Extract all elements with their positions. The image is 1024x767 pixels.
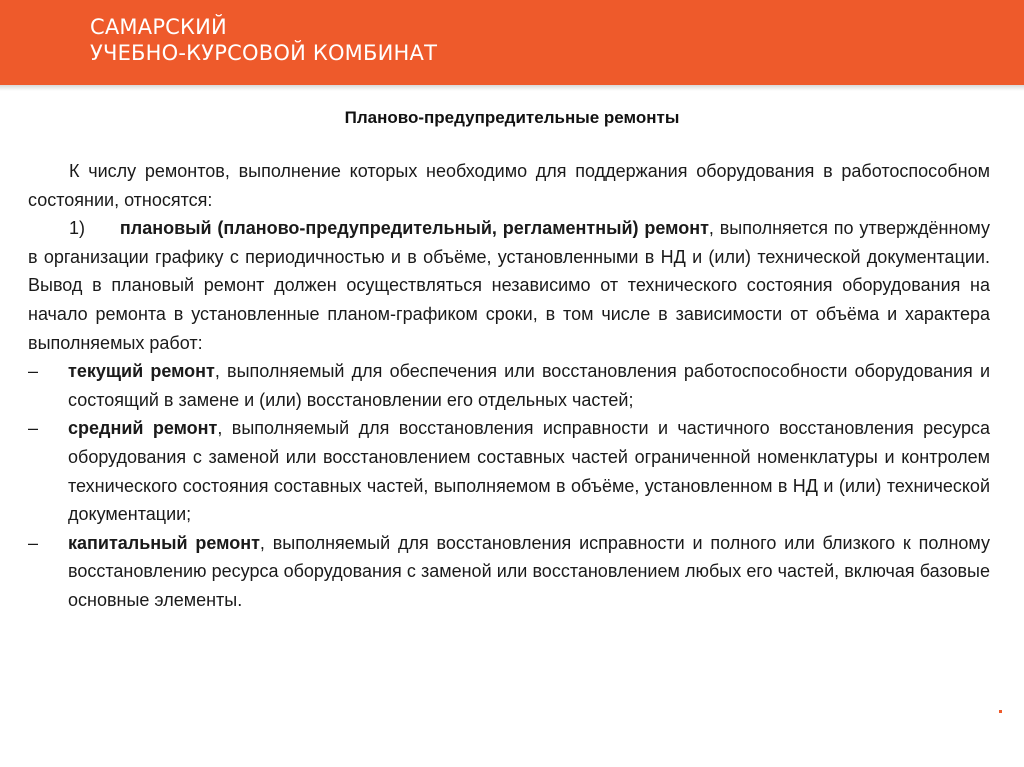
list-item-current-repair [28, 357, 990, 414]
list-item-medium-repair [28, 414, 990, 528]
intro-paragraph: К числу ремонтов, выполнение которых необходимо для поддержания оборудования в работоспособном состоянии, относятся: [28, 161, 990, 210]
list-item-capital-repair [28, 529, 990, 615]
point-1-paragraph [28, 214, 990, 357]
organization-logo-text [90, 14, 437, 66]
dash-marker: – [28, 361, 39, 382]
org-name-line-2: УЧЕБНО-КУРСОВОЙ КОМБИНАТ [90, 41, 438, 65]
list-item-text: , выполняемый для восстановления исправности и полного или близкого к полному восстановлению ресурса оборудования с заменой или восстановлением любых его частей, включая базовые основные элементы. [68, 532, 990, 610]
slide-title: Планово-предупредительные ремонты [344, 108, 680, 127]
list-item-term: текущий ремонт [68, 361, 215, 382]
point-1-number: 1) [69, 218, 86, 239]
dash-marker: – [28, 532, 39, 553]
point-1-term: плановый (планово-предупредительный, регламентный) ремонт [119, 218, 709, 239]
org-name-line-1: САМАРСКИЙ [90, 15, 227, 39]
list-item-term: капитальный ремонт [68, 532, 260, 553]
banner-shadow [0, 85, 1024, 91]
dash-marker: – [28, 418, 39, 439]
decorative-dot [999, 710, 1002, 713]
list-item-term: средний ремонт [68, 418, 218, 439]
header-banner [0, 0, 1024, 85]
slide-body [28, 157, 990, 615]
list-item-text: , выполняемый для восстановления исправности и частичного восстановления ресурса оборудования с заменой или восстановлением составных частей ограниченной номенклатуры и контролем технического состояния составных частей, выполняемом в объёме, установленном в НД и (или) технической документации; [68, 418, 990, 525]
list-item-text: , выполняемый для обеспечения или восстановления работоспособности оборудования и состоящий в замене и (или) восстановлении его отдельных частей; [68, 361, 990, 410]
point-1-text: , выполняется по утверждённому в организации графику с периодичностью и в объёме, установленными в НД и (или) технической документации. Вывод в плановый ремонт должен осуществляться независимо от технического состояния оборудования на начало ремонта в установленные планом-графиком сроки, в том числе в зависимости от объёма и характера выполняемых работ: [28, 218, 991, 353]
